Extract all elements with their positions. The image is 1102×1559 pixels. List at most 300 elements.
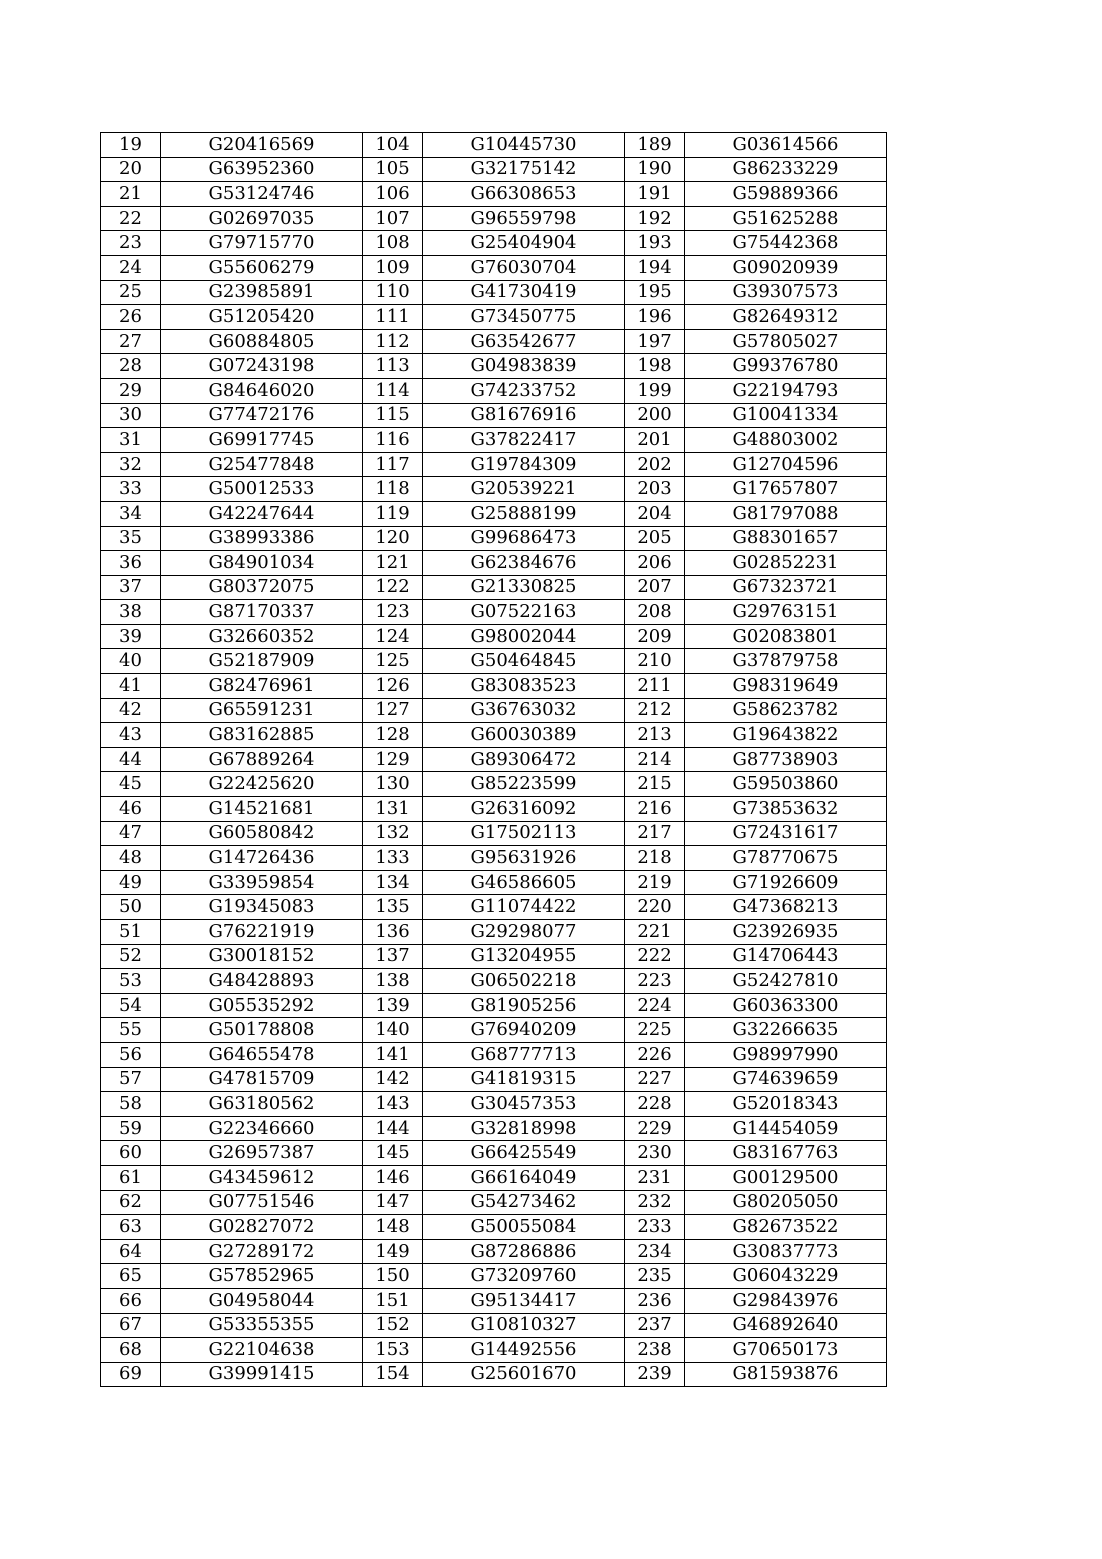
row-number-cell: 151 [363,1288,423,1313]
code-cell: G14492556 [423,1338,625,1363]
code-cell: G29298077 [423,920,625,945]
row-number-cell: 62 [101,1190,161,1215]
row-number-cell: 201 [625,428,685,453]
code-cell: G14726436 [161,846,363,871]
code-cell: G04983839 [423,354,625,379]
row-number-cell: 138 [363,969,423,994]
code-cell: G19643822 [685,723,887,748]
row-number-cell: 221 [625,920,685,945]
row-number-cell: 26 [101,305,161,330]
table-row [101,993,887,1018]
row-number-cell: 22 [101,206,161,231]
code-cell: G87170337 [161,600,363,625]
code-cell: G72431617 [685,821,887,846]
table-row [101,280,887,305]
code-cell: G33959854 [161,870,363,895]
code-cell: G76940209 [423,1018,625,1043]
row-number-cell: 59 [101,1116,161,1141]
code-cell: G63542677 [423,329,625,354]
code-cell: G39991415 [161,1362,363,1387]
code-cell: G22346660 [161,1116,363,1141]
table-row [101,895,887,920]
row-number-cell: 238 [625,1338,685,1363]
row-number-cell: 126 [363,674,423,699]
row-number-cell: 199 [625,378,685,403]
row-number-cell: 45 [101,772,161,797]
table-row [101,1338,887,1363]
row-number-cell: 233 [625,1215,685,1240]
row-number-cell: 229 [625,1116,685,1141]
code-cell: G25601670 [423,1362,625,1387]
code-cell: G13204955 [423,944,625,969]
code-cell: G25888199 [423,501,625,526]
row-number-cell: 136 [363,920,423,945]
row-number-cell: 207 [625,575,685,600]
row-number-cell: 228 [625,1092,685,1117]
code-cell: G41730419 [423,280,625,305]
row-number-cell: 220 [625,895,685,920]
row-number-cell: 192 [625,206,685,231]
table-row [101,1141,887,1166]
row-number-cell: 196 [625,305,685,330]
code-cell: G39307573 [685,280,887,305]
row-number-cell: 42 [101,698,161,723]
code-cell: G65591231 [161,698,363,723]
row-number-cell: 108 [363,231,423,256]
table-row [101,870,887,895]
code-cell: G85223599 [423,772,625,797]
code-cell: G51625288 [685,206,887,231]
code-cell: G46586605 [423,870,625,895]
row-number-cell: 219 [625,870,685,895]
code-cell: G47815709 [161,1067,363,1092]
row-number-cell: 54 [101,993,161,1018]
code-cell: G22425620 [161,772,363,797]
row-number-cell: 46 [101,797,161,822]
code-cell: G30018152 [161,944,363,969]
code-cell: G19784309 [423,452,625,477]
row-number-cell: 37 [101,575,161,600]
code-cell: G67889264 [161,747,363,772]
table-row [101,526,887,551]
code-cell: G53355355 [161,1313,363,1338]
row-number-cell: 209 [625,624,685,649]
row-number-cell: 135 [363,895,423,920]
code-cell: G29843976 [685,1288,887,1313]
code-cell: G95631926 [423,846,625,871]
row-number-cell: 49 [101,870,161,895]
table-row [101,944,887,969]
code-cell: G74639659 [685,1067,887,1092]
code-cell: G19345083 [161,895,363,920]
row-number-cell: 143 [363,1092,423,1117]
code-cell: G73450775 [423,305,625,330]
table-row [101,797,887,822]
code-cell: G59503860 [685,772,887,797]
row-number-cell: 139 [363,993,423,1018]
code-cell: G38993386 [161,526,363,551]
table-row [101,1264,887,1289]
code-cell: G06502218 [423,969,625,994]
code-cell: G60580842 [161,821,363,846]
code-cell: G37822417 [423,428,625,453]
code-cell: G36763032 [423,698,625,723]
code-cell: G32175142 [423,157,625,182]
code-cell: G17502113 [423,821,625,846]
row-number-cell: 43 [101,723,161,748]
table-row [101,1362,887,1387]
table-row [101,305,887,330]
row-number-cell: 198 [625,354,685,379]
table-row [101,1190,887,1215]
code-cell: G02852231 [685,551,887,576]
table-row [101,1165,887,1190]
row-number-cell: 55 [101,1018,161,1043]
code-cell: G66425549 [423,1141,625,1166]
row-number-cell: 144 [363,1116,423,1141]
code-cell: G50178808 [161,1018,363,1043]
table-row [101,157,887,182]
row-number-cell: 218 [625,846,685,871]
row-number-cell: 227 [625,1067,685,1092]
code-cell: G78770675 [685,846,887,871]
row-number-cell: 35 [101,526,161,551]
table-row [101,1042,887,1067]
row-number-cell: 194 [625,255,685,280]
row-number-cell: 127 [363,698,423,723]
code-cell: G98319649 [685,674,887,699]
code-cell: G81797088 [685,501,887,526]
row-number-cell: 105 [363,157,423,182]
table-row [101,821,887,846]
code-cell: G71926609 [685,870,887,895]
code-cell: G14521681 [161,797,363,822]
row-number-cell: 149 [363,1239,423,1264]
code-cell: G74233752 [423,378,625,403]
row-number-cell: 200 [625,403,685,428]
row-number-cell: 21 [101,182,161,207]
code-cell: G07243198 [161,354,363,379]
table-row [101,674,887,699]
row-number-cell: 190 [625,157,685,182]
code-cell: G30457353 [423,1092,625,1117]
code-cell: G79715770 [161,231,363,256]
table-row [101,354,887,379]
code-cell: G73209760 [423,1264,625,1289]
row-number-cell: 48 [101,846,161,871]
row-number-cell: 58 [101,1092,161,1117]
row-number-cell: 211 [625,674,685,699]
row-number-cell: 114 [363,378,423,403]
row-number-cell: 30 [101,403,161,428]
row-number-cell: 47 [101,821,161,846]
row-number-cell: 216 [625,797,685,822]
table-row [101,329,887,354]
table-row [101,551,887,576]
row-number-cell: 44 [101,747,161,772]
row-number-cell: 146 [363,1165,423,1190]
code-cell: G73853632 [685,797,887,822]
row-number-cell: 104 [363,133,423,158]
row-number-cell: 197 [625,329,685,354]
table-row [101,600,887,625]
row-number-cell: 64 [101,1239,161,1264]
table-row [101,1092,887,1117]
code-cell: G47368213 [685,895,887,920]
row-number-cell: 148 [363,1215,423,1240]
code-cell: G07751546 [161,1190,363,1215]
row-number-cell: 129 [363,747,423,772]
table-row [101,698,887,723]
row-number-cell: 202 [625,452,685,477]
row-number-cell: 123 [363,600,423,625]
row-number-cell: 39 [101,624,161,649]
row-number-cell: 214 [625,747,685,772]
code-cell: G06043229 [685,1264,887,1289]
row-number-cell: 65 [101,1264,161,1289]
table-row [101,1215,887,1240]
code-cell: G76221919 [161,920,363,945]
code-cell: G22194793 [685,378,887,403]
code-cell: G04958044 [161,1288,363,1313]
code-cell: G52018343 [685,1092,887,1117]
table-row [101,182,887,207]
row-number-cell: 57 [101,1067,161,1092]
row-number-cell: 61 [101,1165,161,1190]
code-cell: G77472176 [161,403,363,428]
table-row [101,846,887,871]
code-cell: G64655478 [161,1042,363,1067]
row-number-cell: 34 [101,501,161,526]
row-number-cell: 36 [101,551,161,576]
row-number-cell: 66 [101,1288,161,1313]
row-number-cell: 231 [625,1165,685,1190]
code-cell: G52427810 [685,969,887,994]
code-cell: G98002044 [423,624,625,649]
code-cell: G41819315 [423,1067,625,1092]
code-cell: G23985891 [161,280,363,305]
row-number-cell: 235 [625,1264,685,1289]
row-number-cell: 226 [625,1042,685,1067]
code-cell: G95134417 [423,1288,625,1313]
row-number-cell: 116 [363,428,423,453]
code-cell: G51205420 [161,305,363,330]
code-cell: G25477848 [161,452,363,477]
code-cell: G83083523 [423,674,625,699]
row-number-cell: 150 [363,1264,423,1289]
row-number-cell: 112 [363,329,423,354]
code-cell: G30837773 [685,1239,887,1264]
row-number-cell: 118 [363,477,423,502]
code-cell: G63952360 [161,157,363,182]
row-number-cell: 117 [363,452,423,477]
row-number-cell: 20 [101,157,161,182]
id-table-body [101,133,887,1387]
row-number-cell: 232 [625,1190,685,1215]
code-cell: G88301657 [685,526,887,551]
code-cell: G05535292 [161,993,363,1018]
code-cell: G42247644 [161,501,363,526]
code-cell: G50012533 [161,477,363,502]
table-row [101,477,887,502]
code-cell: G81905256 [423,993,625,1018]
code-cell: G07522163 [423,600,625,625]
row-number-cell: 154 [363,1362,423,1387]
code-cell: G75442368 [685,231,887,256]
code-cell: G54273462 [423,1190,625,1215]
row-number-cell: 239 [625,1362,685,1387]
row-number-cell: 236 [625,1288,685,1313]
row-number-cell: 107 [363,206,423,231]
table-row [101,1067,887,1092]
code-cell: G58623782 [685,698,887,723]
code-cell: G32818998 [423,1116,625,1141]
row-number-cell: 204 [625,501,685,526]
code-cell: G26957387 [161,1141,363,1166]
code-cell: G83167763 [685,1141,887,1166]
code-cell: G48428893 [161,969,363,994]
row-number-cell: 63 [101,1215,161,1240]
code-cell: G76030704 [423,255,625,280]
code-cell: G62384676 [423,551,625,576]
code-cell: G99376780 [685,354,887,379]
row-number-cell: 122 [363,575,423,600]
row-number-cell: 142 [363,1067,423,1092]
code-cell: G14706443 [685,944,887,969]
code-cell: G32660352 [161,624,363,649]
code-cell: G82476961 [161,674,363,699]
row-number-cell: 153 [363,1338,423,1363]
table-row [101,133,887,158]
code-cell: G48803002 [685,428,887,453]
code-cell: G50464845 [423,649,625,674]
row-number-cell: 111 [363,305,423,330]
row-number-cell: 234 [625,1239,685,1264]
code-cell: G52187909 [161,649,363,674]
row-number-cell: 33 [101,477,161,502]
code-cell: G81676916 [423,403,625,428]
table-row [101,378,887,403]
row-number-cell: 38 [101,600,161,625]
row-number-cell: 225 [625,1018,685,1043]
table-row [101,452,887,477]
code-cell: G53124746 [161,182,363,207]
row-number-cell: 223 [625,969,685,994]
code-cell: G46892640 [685,1313,887,1338]
code-cell: G84646020 [161,378,363,403]
code-cell: G10810327 [423,1313,625,1338]
table-row [101,649,887,674]
row-number-cell: 193 [625,231,685,256]
code-cell: G12704596 [685,452,887,477]
row-number-cell: 52 [101,944,161,969]
code-cell: G67323721 [685,575,887,600]
row-number-cell: 152 [363,1313,423,1338]
code-cell: G10445730 [423,133,625,158]
code-cell: G50055084 [423,1215,625,1240]
code-cell: G21330825 [423,575,625,600]
row-number-cell: 128 [363,723,423,748]
code-cell: G81593876 [685,1362,887,1387]
row-number-cell: 69 [101,1362,161,1387]
row-number-cell: 195 [625,280,685,305]
table-row [101,575,887,600]
row-number-cell: 140 [363,1018,423,1043]
row-number-cell: 19 [101,133,161,158]
row-number-cell: 224 [625,993,685,1018]
row-number-cell: 120 [363,526,423,551]
id-table [100,132,887,1387]
table-row [101,969,887,994]
code-cell: G00129500 [685,1165,887,1190]
row-number-cell: 212 [625,698,685,723]
code-cell: G82673522 [685,1215,887,1240]
table-row [101,1288,887,1313]
row-number-cell: 189 [625,133,685,158]
code-cell: G25404904 [423,231,625,256]
code-cell: G99686473 [423,526,625,551]
code-cell: G57805027 [685,329,887,354]
row-number-cell: 119 [363,501,423,526]
row-number-cell: 208 [625,600,685,625]
row-number-cell: 40 [101,649,161,674]
row-number-cell: 203 [625,477,685,502]
code-cell: G70650173 [685,1338,887,1363]
code-cell: G60030389 [423,723,625,748]
row-number-cell: 121 [363,551,423,576]
table-row [101,501,887,526]
table-row [101,403,887,428]
row-number-cell: 53 [101,969,161,994]
row-number-cell: 125 [363,649,423,674]
row-number-cell: 51 [101,920,161,945]
table-row [101,1313,887,1338]
code-cell: G86233229 [685,157,887,182]
code-cell: G20539221 [423,477,625,502]
row-number-cell: 32 [101,452,161,477]
table-row [101,231,887,256]
row-number-cell: 145 [363,1141,423,1166]
row-number-cell: 141 [363,1042,423,1067]
row-number-cell: 106 [363,182,423,207]
code-cell: G23926935 [685,920,887,945]
row-number-cell: 29 [101,378,161,403]
row-number-cell: 110 [363,280,423,305]
code-cell: G69917745 [161,428,363,453]
row-number-cell: 23 [101,231,161,256]
code-cell: G02827072 [161,1215,363,1240]
row-number-cell: 230 [625,1141,685,1166]
row-number-cell: 131 [363,797,423,822]
code-cell: G37879758 [685,649,887,674]
row-number-cell: 113 [363,354,423,379]
code-cell: G55606279 [161,255,363,280]
table-row [101,624,887,649]
row-number-cell: 31 [101,428,161,453]
row-number-cell: 213 [625,723,685,748]
table-row [101,723,887,748]
code-cell: G43459612 [161,1165,363,1190]
code-cell: G80372075 [161,575,363,600]
table-row [101,1116,887,1141]
row-number-cell: 147 [363,1190,423,1215]
row-number-cell: 115 [363,403,423,428]
row-number-cell: 109 [363,255,423,280]
code-cell: G26316092 [423,797,625,822]
code-cell: G02697035 [161,206,363,231]
code-cell: G20416569 [161,133,363,158]
code-cell: G27289172 [161,1239,363,1264]
